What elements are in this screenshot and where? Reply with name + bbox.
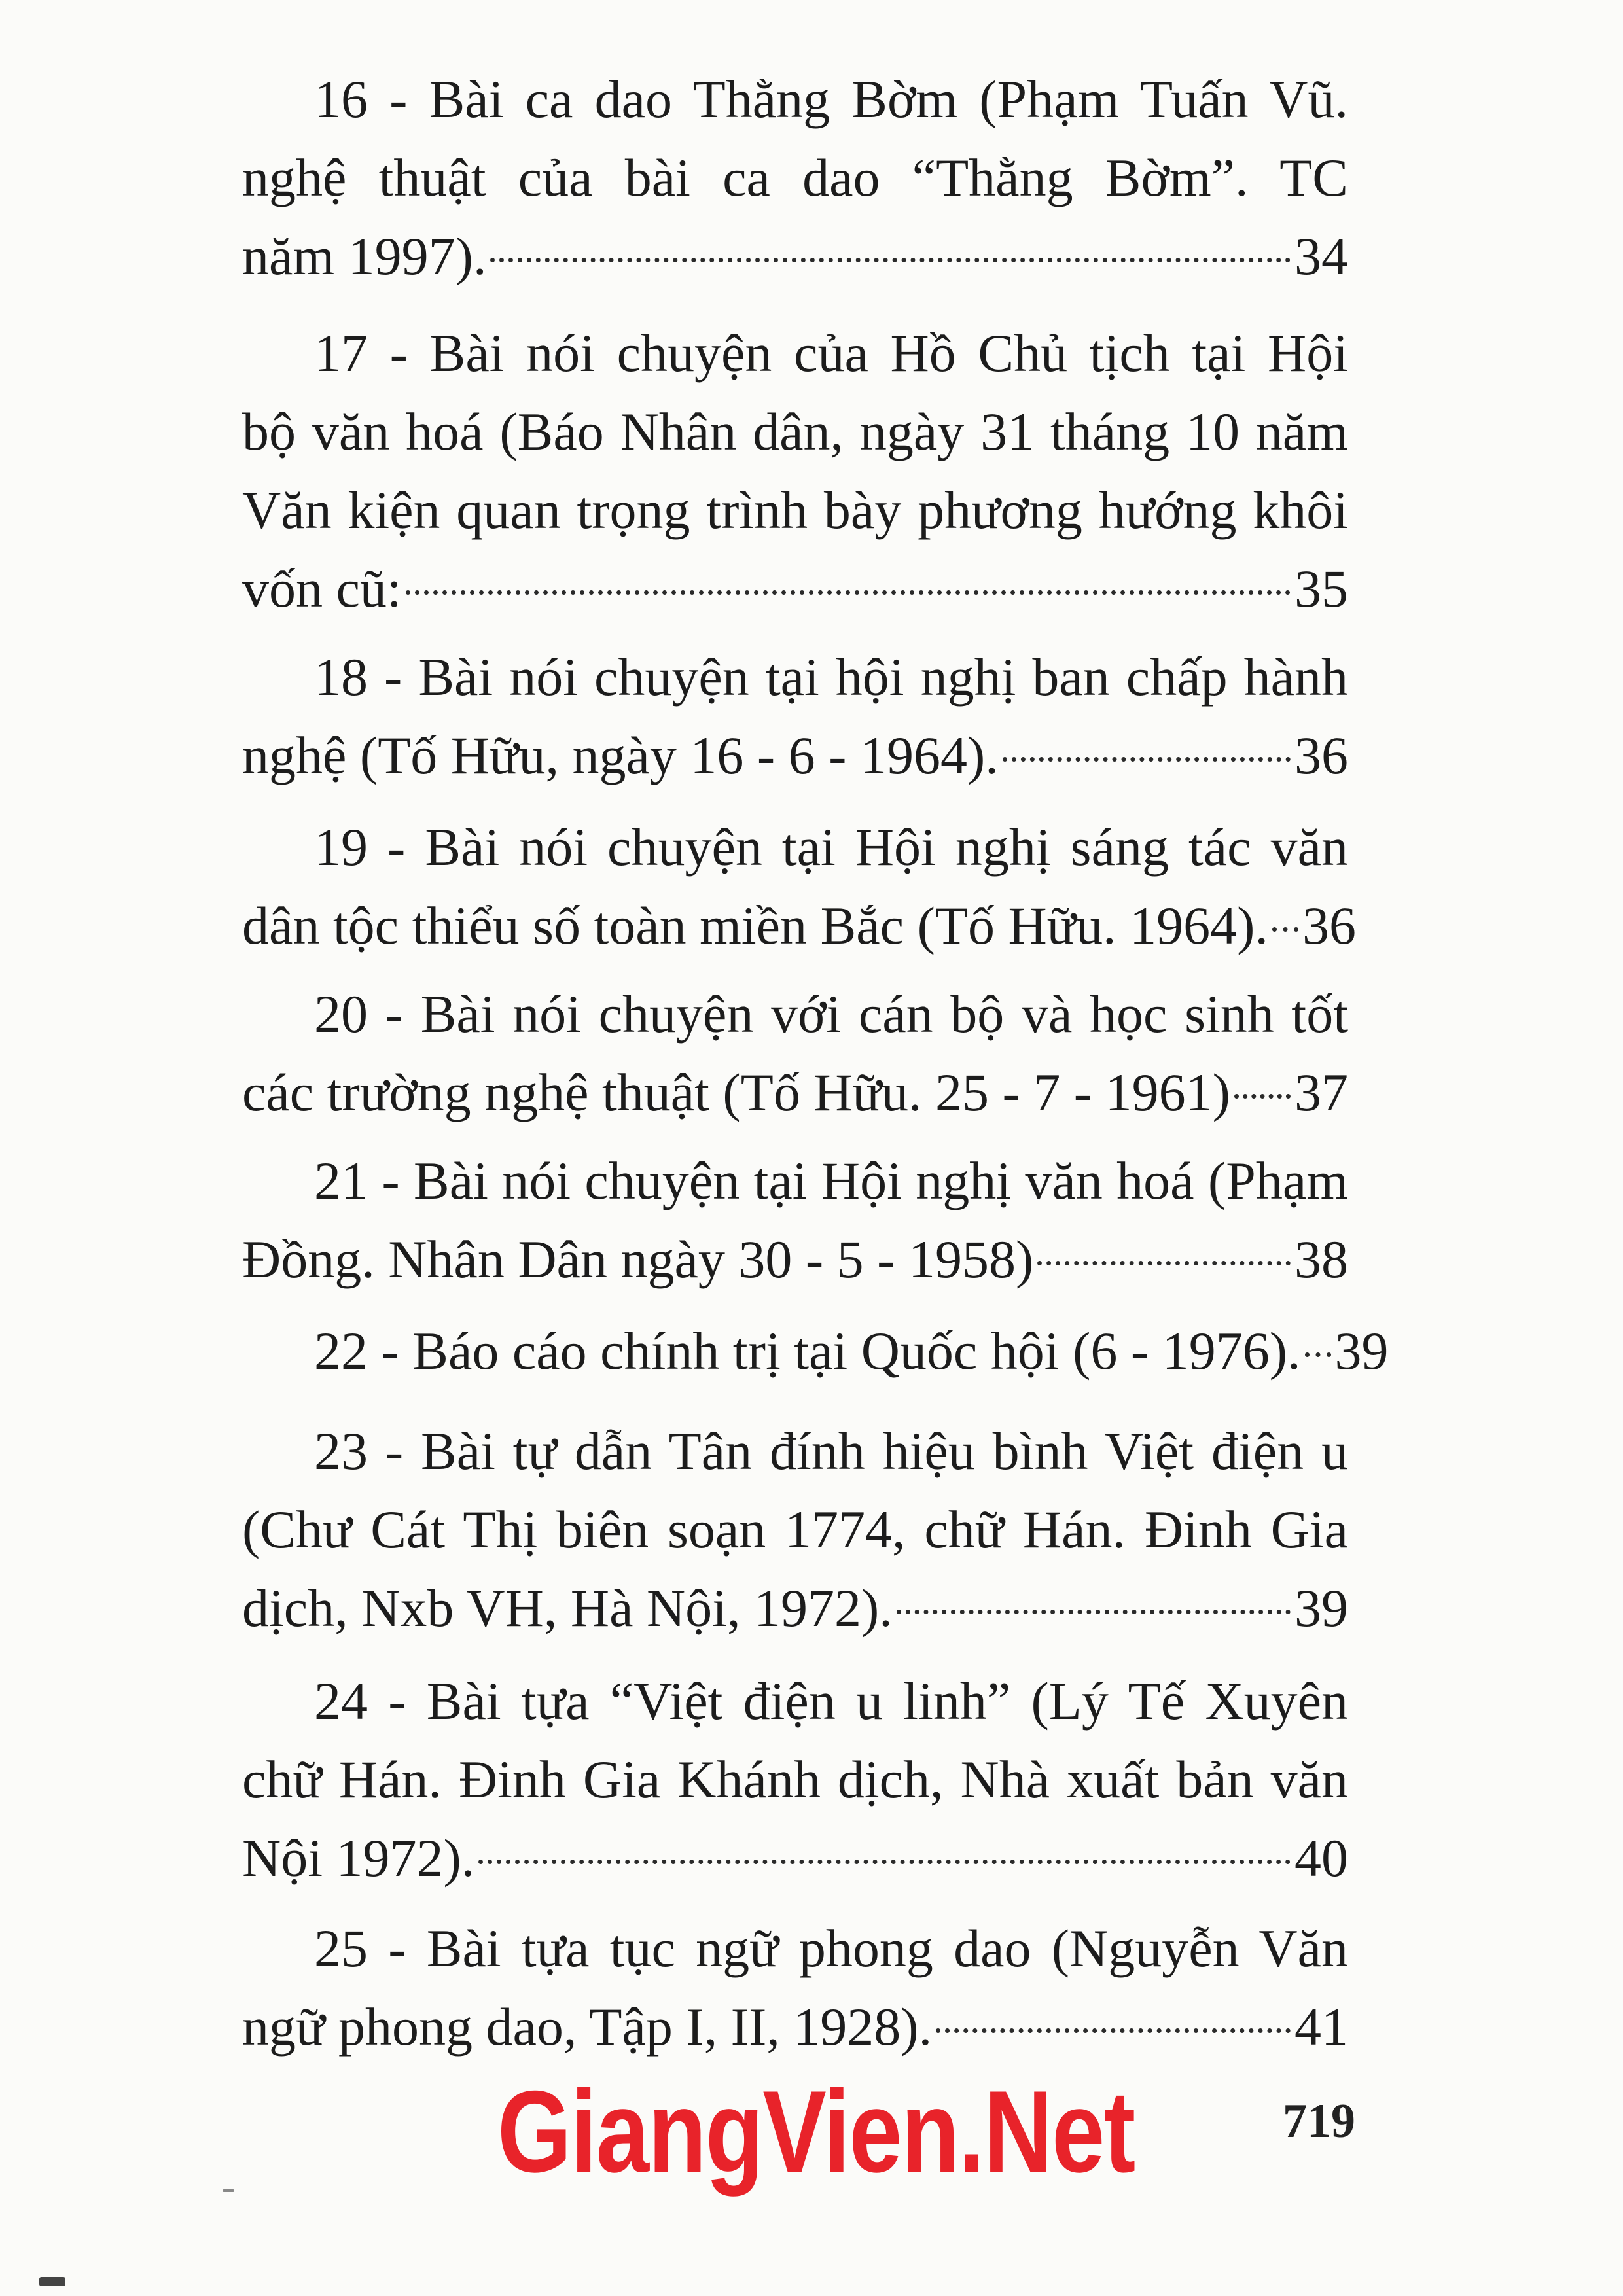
toc-entry-20 xyxy=(242,975,1348,1132)
entry-line: 20 - Bài nói chuyện với cán bộ và học sinh tốt xyxy=(314,984,1348,1044)
entry-page-number: 34 xyxy=(1294,226,1348,286)
entry-page-number: 39 xyxy=(1334,1321,1389,1381)
entry-last-text: ngữ phong dao, Tập I, II, 1928). xyxy=(242,1997,933,2057)
entry-leader-line xyxy=(242,887,1356,965)
entry-page-number: 41 xyxy=(1294,1997,1348,2057)
scan-mark xyxy=(223,2189,234,2192)
dot-leader xyxy=(490,258,1291,262)
entry-page-number: 39 xyxy=(1294,1578,1348,1638)
entry-line: Văn kiện quan trọng trình bày phương hướng khôi xyxy=(242,480,1348,540)
entry-line: chữ Hán. Đinh Gia Khánh dịch, Nhà xuất bản văn xyxy=(242,1750,1348,1809)
entry-page-number: 40 xyxy=(1294,1828,1348,1888)
scan-mark xyxy=(39,2277,65,2286)
watermark-logo xyxy=(497,2064,1135,2199)
dot-leader xyxy=(1272,927,1298,932)
toc-entry-21 xyxy=(242,1142,1348,1299)
dot-leader xyxy=(1234,1094,1291,1099)
entry-last-text: dịch, Nxb VH, Hà Nội, 1972). xyxy=(242,1578,893,1638)
entry-leader-line xyxy=(242,1988,1348,2066)
dot-leader xyxy=(1003,757,1291,762)
toc-entry-18 xyxy=(242,638,1348,795)
entry-line: 21 - Bài nói chuyện tại Hội nghị văn hoá (Phạm xyxy=(314,1151,1348,1210)
entry-page-number: 36 xyxy=(1302,896,1356,955)
entry-line: 16 - Bài ca dao Thằng Bờm (Phạm Tuấn Vũ. xyxy=(314,69,1348,129)
dot-leader xyxy=(406,590,1291,595)
entry-line: bộ văn hoá (Báo Nhân dân, ngày 31 tháng 10 năm xyxy=(242,402,1348,461)
entry-last-text: Đồng. Nhân Dân ngày 30 - 5 - 1958) xyxy=(242,1229,1034,1289)
dot-leader xyxy=(1305,1352,1331,1357)
toc-entry-22 xyxy=(242,1312,1389,1390)
entry-leader-line xyxy=(242,1312,1389,1390)
entry-line: (Chư Cát Thị biên soạn 1774, chữ Hán. Đinh Gia xyxy=(242,1500,1348,1559)
entry-line: 24 - Bài tựa “Việt điện u linh” (Lý Tế Xuyên xyxy=(314,1671,1348,1731)
entry-page-number: 36 xyxy=(1294,726,1348,785)
watermark-text: GiangVien.Net xyxy=(497,2066,1135,2197)
entry-last-text: các trường nghệ thuật (Tố Hữu. 25 - 7 - 1961) xyxy=(242,1063,1230,1122)
entry-leader-line xyxy=(242,716,1348,795)
entry-leader-line xyxy=(242,1819,1348,1898)
entry-line: 19 - Bài nói chuyện tại Hội nghị sáng tác văn xyxy=(314,817,1348,877)
entry-leader-line xyxy=(242,217,1348,296)
toc-entry-17 xyxy=(242,314,1348,628)
entry-line: 23 - Bài tự dẫn Tân đính hiệu bình Việt điện u xyxy=(314,1421,1348,1481)
entry-last-text: năm 1997). xyxy=(242,226,487,286)
dot-leader xyxy=(897,1610,1291,1614)
entry-line: nghệ thuật của bài ca dao “Thằng Bờm”. TC xyxy=(242,148,1348,207)
entry-line: 18 - Bài nói chuyện tại hội nghị ban chấp hành xyxy=(314,647,1348,707)
toc-entry-24 xyxy=(242,1662,1348,1898)
entry-last-text: dân tộc thiểu số toàn miền Bắc (Tố Hữu. 1964). xyxy=(242,896,1268,955)
entry-line: 25 - Bài tựa tục ngữ phong dao (Nguyễn Văn xyxy=(314,1918,1348,1978)
entry-last-text: 22 - Báo cáo chính trị tại Quốc hội (6 - 1976). xyxy=(314,1321,1301,1381)
dot-leader xyxy=(1037,1261,1291,1265)
entry-page-number: 35 xyxy=(1294,559,1348,618)
dot-leader xyxy=(478,1860,1291,1864)
dot-leader xyxy=(936,2028,1291,2033)
entry-page-number: 37 xyxy=(1294,1063,1348,1122)
entry-last-text: nghệ (Tố Hữu, ngày 16 - 6 - 1964). xyxy=(242,726,999,785)
toc-entry-16 xyxy=(242,60,1348,296)
toc-entry-23 xyxy=(242,1412,1348,1648)
entry-leader-line xyxy=(242,550,1348,628)
toc-entry-25 xyxy=(242,1909,1348,2066)
entry-leader-line xyxy=(242,1053,1348,1132)
entry-last-text: Nội 1972). xyxy=(242,1828,475,1888)
entry-page-number: 38 xyxy=(1294,1229,1348,1289)
entry-last-text: vốn cũ: xyxy=(242,559,402,618)
entry-line: 17 - Bài nói chuyện của Hồ Chủ tịch tại Hội xyxy=(314,323,1348,383)
entry-leader-line xyxy=(242,1569,1348,1648)
entry-leader-line xyxy=(242,1220,1348,1299)
page-number: 719 xyxy=(1283,2094,1355,2148)
toc-entry-19 xyxy=(242,808,1356,965)
